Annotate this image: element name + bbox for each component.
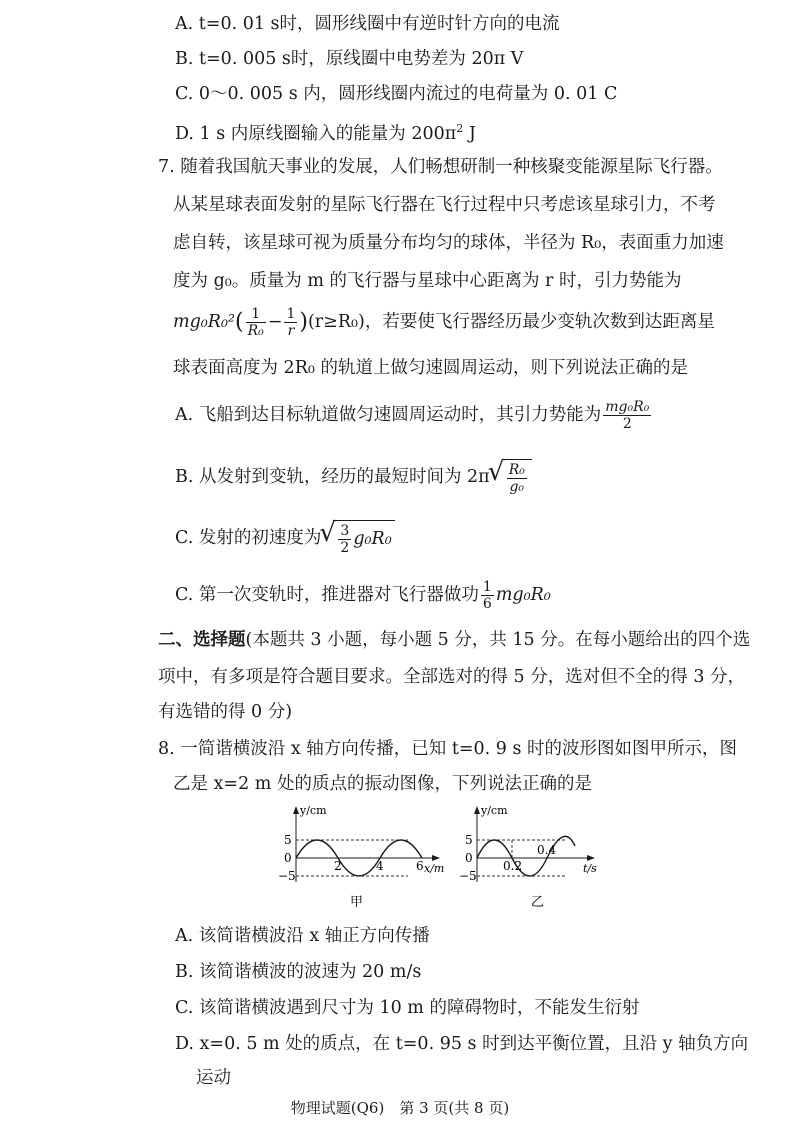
jia-ylabel: y/cm xyxy=(300,804,327,817)
jia-xlabel: x/m xyxy=(424,862,445,875)
q8-option-b: B. 该简谐横波的波速为 20 m/s xyxy=(175,962,422,982)
jia-y-top: 5 xyxy=(284,833,292,847)
q7-stem-line6: 球表面高度为 2R₀ 的轨道上做匀速圆周运动，则下列说法正确的是 xyxy=(173,358,688,378)
yi-y-bottom: −5 xyxy=(459,869,477,883)
q7-option-b: B. 从发射到变轨，经历的最短时间为 2π √ $\frac{\text{R₀}}{\text{g₀}}$ xyxy=(0,459,780,496)
q7-stem-line5: mg₀R₀²( $\frac{1}{\text{R₀}}$ − $\frac{1}{r}$ )(r≥R₀)，若要使飞行器经历最少变轨次数到达距离星 xyxy=(173,306,715,339)
q8-option-c: C. 该简谐横波遇到尺寸为 10 m 的障碍物时，不能发生衍射 xyxy=(175,998,640,1018)
q7-stem-line2: 从某星球表面发射的星际飞行器在飞行过程中只考虑该星球引力，不考 xyxy=(173,195,716,215)
q8-option-d-line2: 运动 xyxy=(196,1068,231,1088)
jia-caption: 甲 xyxy=(350,895,364,910)
q7-potential-coef: mg₀R₀² xyxy=(173,312,236,332)
q7-stem-line1: 7. 随着我国航天事业的发展，人们畅想研制一种核聚变能源星际飞行器。 xyxy=(158,157,723,177)
q6-option-c: C. 0～0. 005 s 内，圆形线圈内流过的电荷量为 0. 01 C xyxy=(175,84,618,104)
q7-option-a: A. 飞船到达目标轨道做匀速圆周运动时，其引力势能为 $\frac{\text{mg₀R₀}}{2}$ xyxy=(175,399,650,432)
yi-xlabel: t/s xyxy=(583,862,597,875)
yi-ylabel: y/cm xyxy=(481,804,508,817)
q7-frac-1-r0: $\frac{1}{\text{R₀}}$ xyxy=(247,306,264,339)
q7-minus: − xyxy=(267,312,283,332)
q7-option-d: C. 第一次变轨时，推进器对飞行器做功 $\frac{1}{6}$ mg₀R₀ xyxy=(175,579,551,612)
q7-frac-1-r: $\frac{1}{r}$ xyxy=(286,306,296,339)
q6-option-d-unit: J xyxy=(463,123,476,144)
jia-x-tick-2: 2 xyxy=(334,859,342,873)
yi-x-arrow xyxy=(587,855,595,861)
q8-option-d-line1: D. x=0. 5 m 处的质点，在 t=0. 95 s 时到达平衡位置，且沿 y 轴负方向 xyxy=(175,1034,749,1054)
q7-option-c-sqrt: √ $\frac{3}{2}$ g₀R₀ xyxy=(321,520,394,557)
q7-option-c: C. 发射的初速度为 √ $\frac{3}{2}$ g₀R₀ xyxy=(0,520,780,557)
yi-y-zero: 0 xyxy=(465,851,473,865)
section2-line1: 二、选择题(本题共 3 小题，每小题 5 分，共 15 分。在每小题给出的四个选 xyxy=(158,630,751,650)
graph-yi xyxy=(457,800,607,912)
section2-line3: 有选错的得 0 分) xyxy=(158,702,293,722)
yi-x-tick-02: 0.2 xyxy=(503,859,523,873)
jia-y-bottom: −5 xyxy=(278,869,296,883)
q8-stem-line2: 乙是 x=2 m 处的质点的振动图像，下列说法正确的是 xyxy=(173,774,592,794)
section2-line2: 项中，有多项是符合题目要求。全部选对的得 5 分，选对但不全的得 3 分， xyxy=(158,667,746,687)
graph-jia xyxy=(276,800,456,912)
q7-stem-line3: 虑自转，该星球可视为质量分布均匀的球体，半径为 R₀，表面重力加速 xyxy=(173,233,724,253)
jia-x-arrow xyxy=(432,855,440,861)
q7-option-d-frac: $\frac{1}{6}$ xyxy=(482,579,492,612)
q6-option-d-sup: 2 xyxy=(456,122,464,135)
jia-x-tick-6: 6 xyxy=(416,859,424,873)
jia-x-tick-4: 4 xyxy=(376,859,384,873)
q8-option-a: A. 该简谐横波沿 x 轴正方向传播 xyxy=(175,926,430,946)
section2-title: 二、选择题 xyxy=(158,630,246,650)
q7-option-a-frac: $\frac{\text{mg₀R₀}}{2}$ xyxy=(605,399,650,432)
jia-y-arrow xyxy=(293,806,299,814)
q6-option-b: B. t=0. 005 s时，原线圈中电势差为 20π V xyxy=(175,49,524,69)
q7-stem-line4: 度为 g₀。质量为 m 的飞行器与星球中心距离为 r 时，引力势能为 xyxy=(173,271,682,291)
yi-y-top: 5 xyxy=(465,833,473,847)
q7-stem-line5-rest: (r≥R₀)，若要使飞行器经历最少变轨次数到达距离星 xyxy=(307,312,715,332)
q6-option-d-text: D. 1 s 内原线圈输入的能量为 200π xyxy=(175,123,457,144)
yi-y-arrow xyxy=(474,806,480,814)
yi-caption: 乙 xyxy=(531,895,545,910)
q7-option-b-sqrt: √ $\frac{\text{R₀}}{\text{g₀}}$ xyxy=(490,459,532,496)
yi-x-tick-04: 0.4 xyxy=(537,843,557,857)
page-footer: 物理试题(Q6) 第 3 页(共 8 页) xyxy=(290,1099,510,1117)
jia-y-zero: 0 xyxy=(284,851,292,865)
q8-stem-line1: 8. 一简谐横波沿 x 轴方向传播，已知 t=0. 9 s 时的波形图如图甲所示，图 xyxy=(158,739,738,759)
q6-option-a: A. t=0. 01 s时，圆形线圈中有逆时针方向的电流 xyxy=(175,14,560,34)
yi-wave xyxy=(477,836,575,876)
q6-option-d xyxy=(0,117,780,146)
